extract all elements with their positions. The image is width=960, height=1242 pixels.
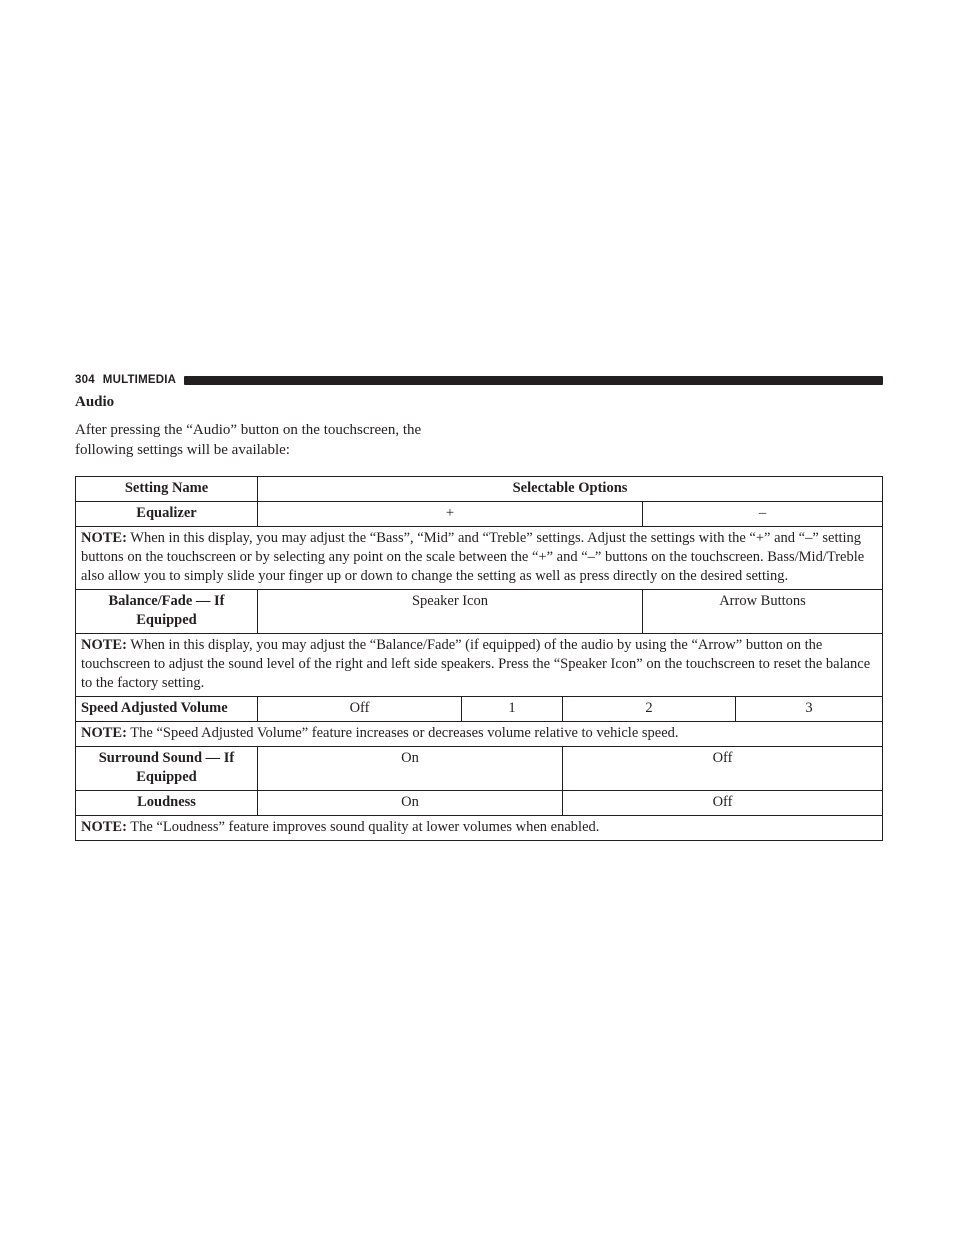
setting-name: Equalizer (76, 502, 258, 527)
option-cell: Speaker Icon (258, 590, 643, 634)
option-cell: 1 (462, 697, 563, 722)
intro-paragraph: After pressing the “Audio” button on the touchscreen, the following settings will be available: (75, 422, 422, 458)
note-label: NOTE: (81, 819, 127, 835)
page-number: 304 (75, 374, 95, 386)
note-text: The “Speed Adjusted Volume” feature increases or decreases volume relative to vehicle speed. (130, 725, 679, 741)
setting-name: Surround Sound — If Equipped (76, 747, 258, 791)
audio-settings-table (75, 476, 883, 841)
note-label: NOTE: (81, 637, 127, 653)
option-cell: Arrow Buttons (643, 590, 883, 634)
table-row-note (76, 527, 883, 590)
col-header-selectable-options: Selectable Options (258, 477, 883, 502)
table-row-loudness (76, 791, 883, 816)
note-cell (76, 634, 883, 697)
table-row-note (76, 722, 883, 747)
option-cell: Off (563, 791, 883, 816)
table-row-surround-sound (76, 747, 883, 791)
note-cell (76, 722, 883, 747)
note-text: When in this display, you may adjust the “Balance/Fade” (if equipped) of the audio by using the “Arrow” button on the touchscreen to adjust the sound level of the right and left side speakers. Press the “Speaker Icon” on the touchscreen to reset the balance to the factory setting. (81, 637, 871, 691)
option-cell: On (258, 791, 563, 816)
note-cell (76, 527, 883, 590)
setting-name: Balance/Fade — If Equipped (76, 590, 258, 634)
note-text: When in this display, you may adjust the “Bass”, “Mid” and “Treble” settings. Adjust the settings with the “+” and “–” setting buttons on the touchscreen or by selecting any point on the scale between the “+” and “–” buttons on the touchscreen. Bass/Mid/Treble also allow you to simply slide your finger up or down to change the setting as well as press directly on the desired setting. (81, 530, 865, 584)
option-cell: Off (258, 697, 462, 722)
table-row-balance (76, 590, 883, 634)
note-label: NOTE: (81, 725, 127, 741)
option-cell: Off (563, 747, 883, 791)
table-row-speed-adjusted-volume (76, 697, 883, 722)
setting-name: Speed Adjusted Volume (76, 697, 258, 722)
table-row-equalizer (76, 502, 883, 527)
page-header (75, 373, 883, 387)
header-rule (184, 376, 883, 385)
table-header-row (76, 477, 883, 502)
option-cell: – (643, 502, 883, 527)
option-cell: 2 (563, 697, 736, 722)
note-text: The “Loudness” feature improves sound quality at lower volumes when enabled. (130, 819, 600, 835)
col-header-setting-name: Setting Name (76, 477, 258, 502)
option-cell: + (258, 502, 643, 527)
note-label: NOTE: (81, 530, 127, 546)
table-row-note (76, 816, 883, 841)
setting-name: Loudness (76, 791, 258, 816)
option-cell: 3 (736, 697, 883, 722)
section-heading: Audio (75, 394, 115, 410)
section-title: MULTIMEDIA (102, 374, 177, 386)
note-cell (76, 816, 883, 841)
table-row-note (76, 634, 883, 697)
option-cell: On (258, 747, 563, 791)
